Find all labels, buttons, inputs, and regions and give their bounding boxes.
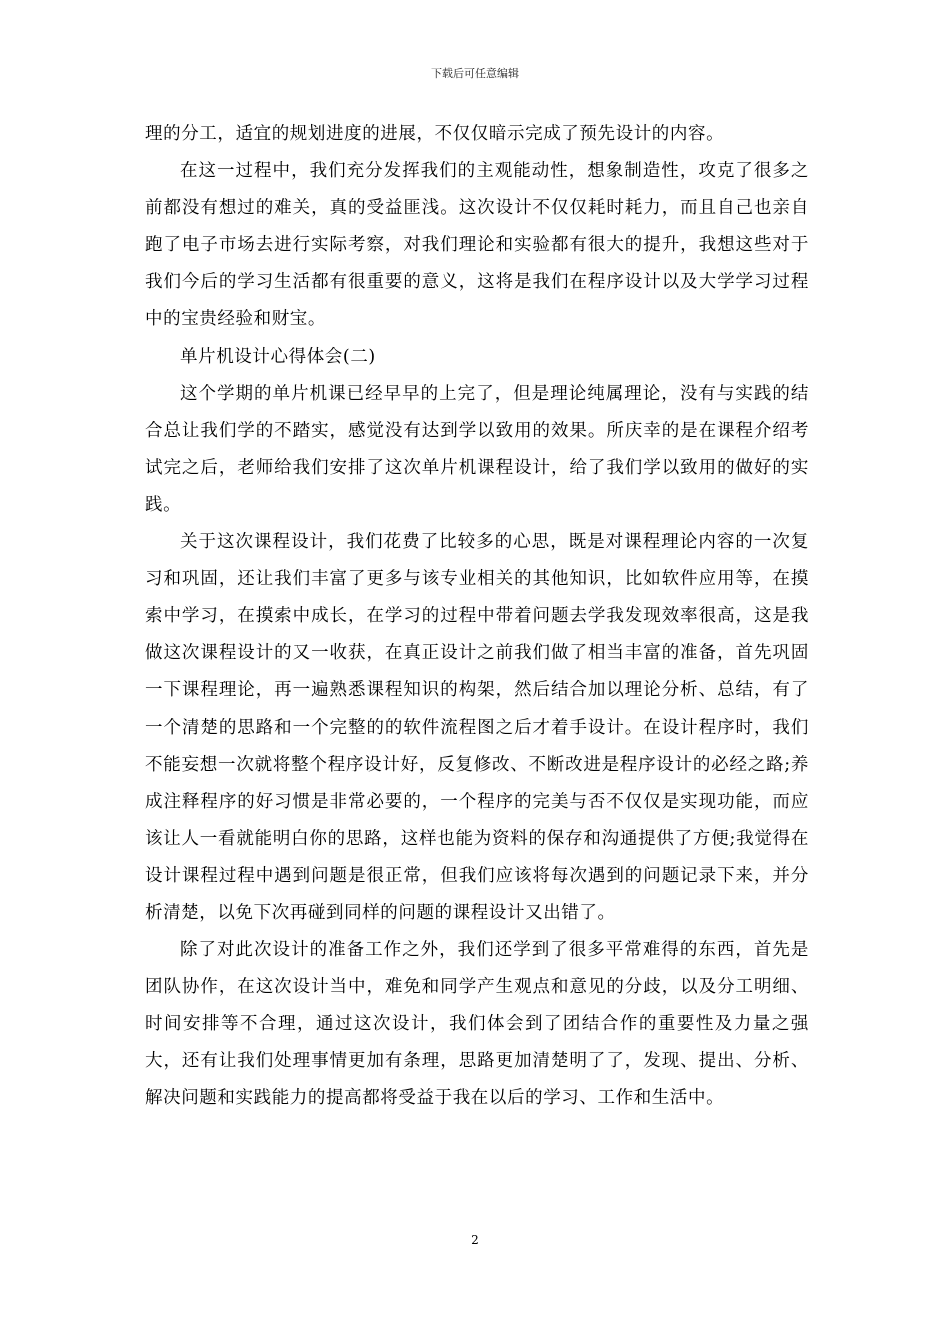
section-heading: 单片机设计心得体会(二)	[180, 346, 376, 367]
paragraph-4: 关于这次课程设计，我们花费了比较多的心思，既是对课程理论内容的一次复习和巩固，还让我们丰富了更多与该专业相关的其他知识，比如软件应用等，在摸索中学习，在摸索中成长，在学习的过程中带着问题去学我发现效率很高，这是我做这次课程设计的又一收获，在真正设计之前我们做了相当丰富的准备，首先巩固一下课程理论，再一遍熟悉课程知识的构架，然后结合加以理论分析、总结，有了一个清楚的思路和一个完整的的软件流程图之后才着手设计。在设计程序时，我们不能妄想一次就将整个程序设计好，反复修改、不断改进是程序设计的必经之路;养成注释程序的好习惯是非常必要的，一个程序的完美与否不仅仅是实现功能，而应该让人一看就能明白你的思路，这样也能为资料的保存和沟通提供了方便;我觉得在设计课程过程中遇到问题是很正常，但我们应该将每次遇到的问题记录下来，并分析清楚，以免下次再碰到同样的问题的课程设计又出错了。	[145, 532, 809, 923]
document-body	[145, 116, 809, 1118]
paragraph-3: 这个学期的单片机课已经早早的上完了，但是理论纯属理论，没有与实践的结合总让我们学的不踏实，感觉没有达到学以致用的效果。所庆幸的是在课程介绍考试完之后，老师给我们安排了这次单片机课程设计，给了我们学以致用的做好的实践。	[145, 383, 809, 515]
paragraph-5: 除了对此次设计的准备工作之外，我们还学到了很多平常难得的东西，首先是团队协作，在这次设计当中，难免和同学产生观点和意见的分歧，以及分工明细、时间安排等不合理，通过这次设计，我们体会到了团结合作的重要性及力量之强大，还有让我们处理事情更加有条理，思路更加清楚明了了，发现、提出、分析、解决问题和实践能力的提高都将受益于我在以后的学习、工作和生活中。	[145, 940, 809, 1109]
paragraph-1: 理的分工，适宜的规划进度的进展，不仅仅暗示完成了预先设计的内容。	[145, 124, 725, 144]
page-header: 下载后可任意编辑	[431, 67, 519, 80]
page-number: 2	[471, 1233, 479, 1247]
paragraph-2: 在这一过程中，我们充分发挥我们的主观能动性，想象制造性，攻克了很多之前都没有想过的难关，真的受益匪浅。这次设计不仅仅耗时耗力，而且自己也亲自跑了电子市场去进行实际考察，对我们理论和实验都有很大的提升，我想这些对于我们今后的学习生活都有很重要的意义，这将是我们在程序设计以及大学学习过程中的宝贵经验和财宝。	[145, 161, 809, 330]
